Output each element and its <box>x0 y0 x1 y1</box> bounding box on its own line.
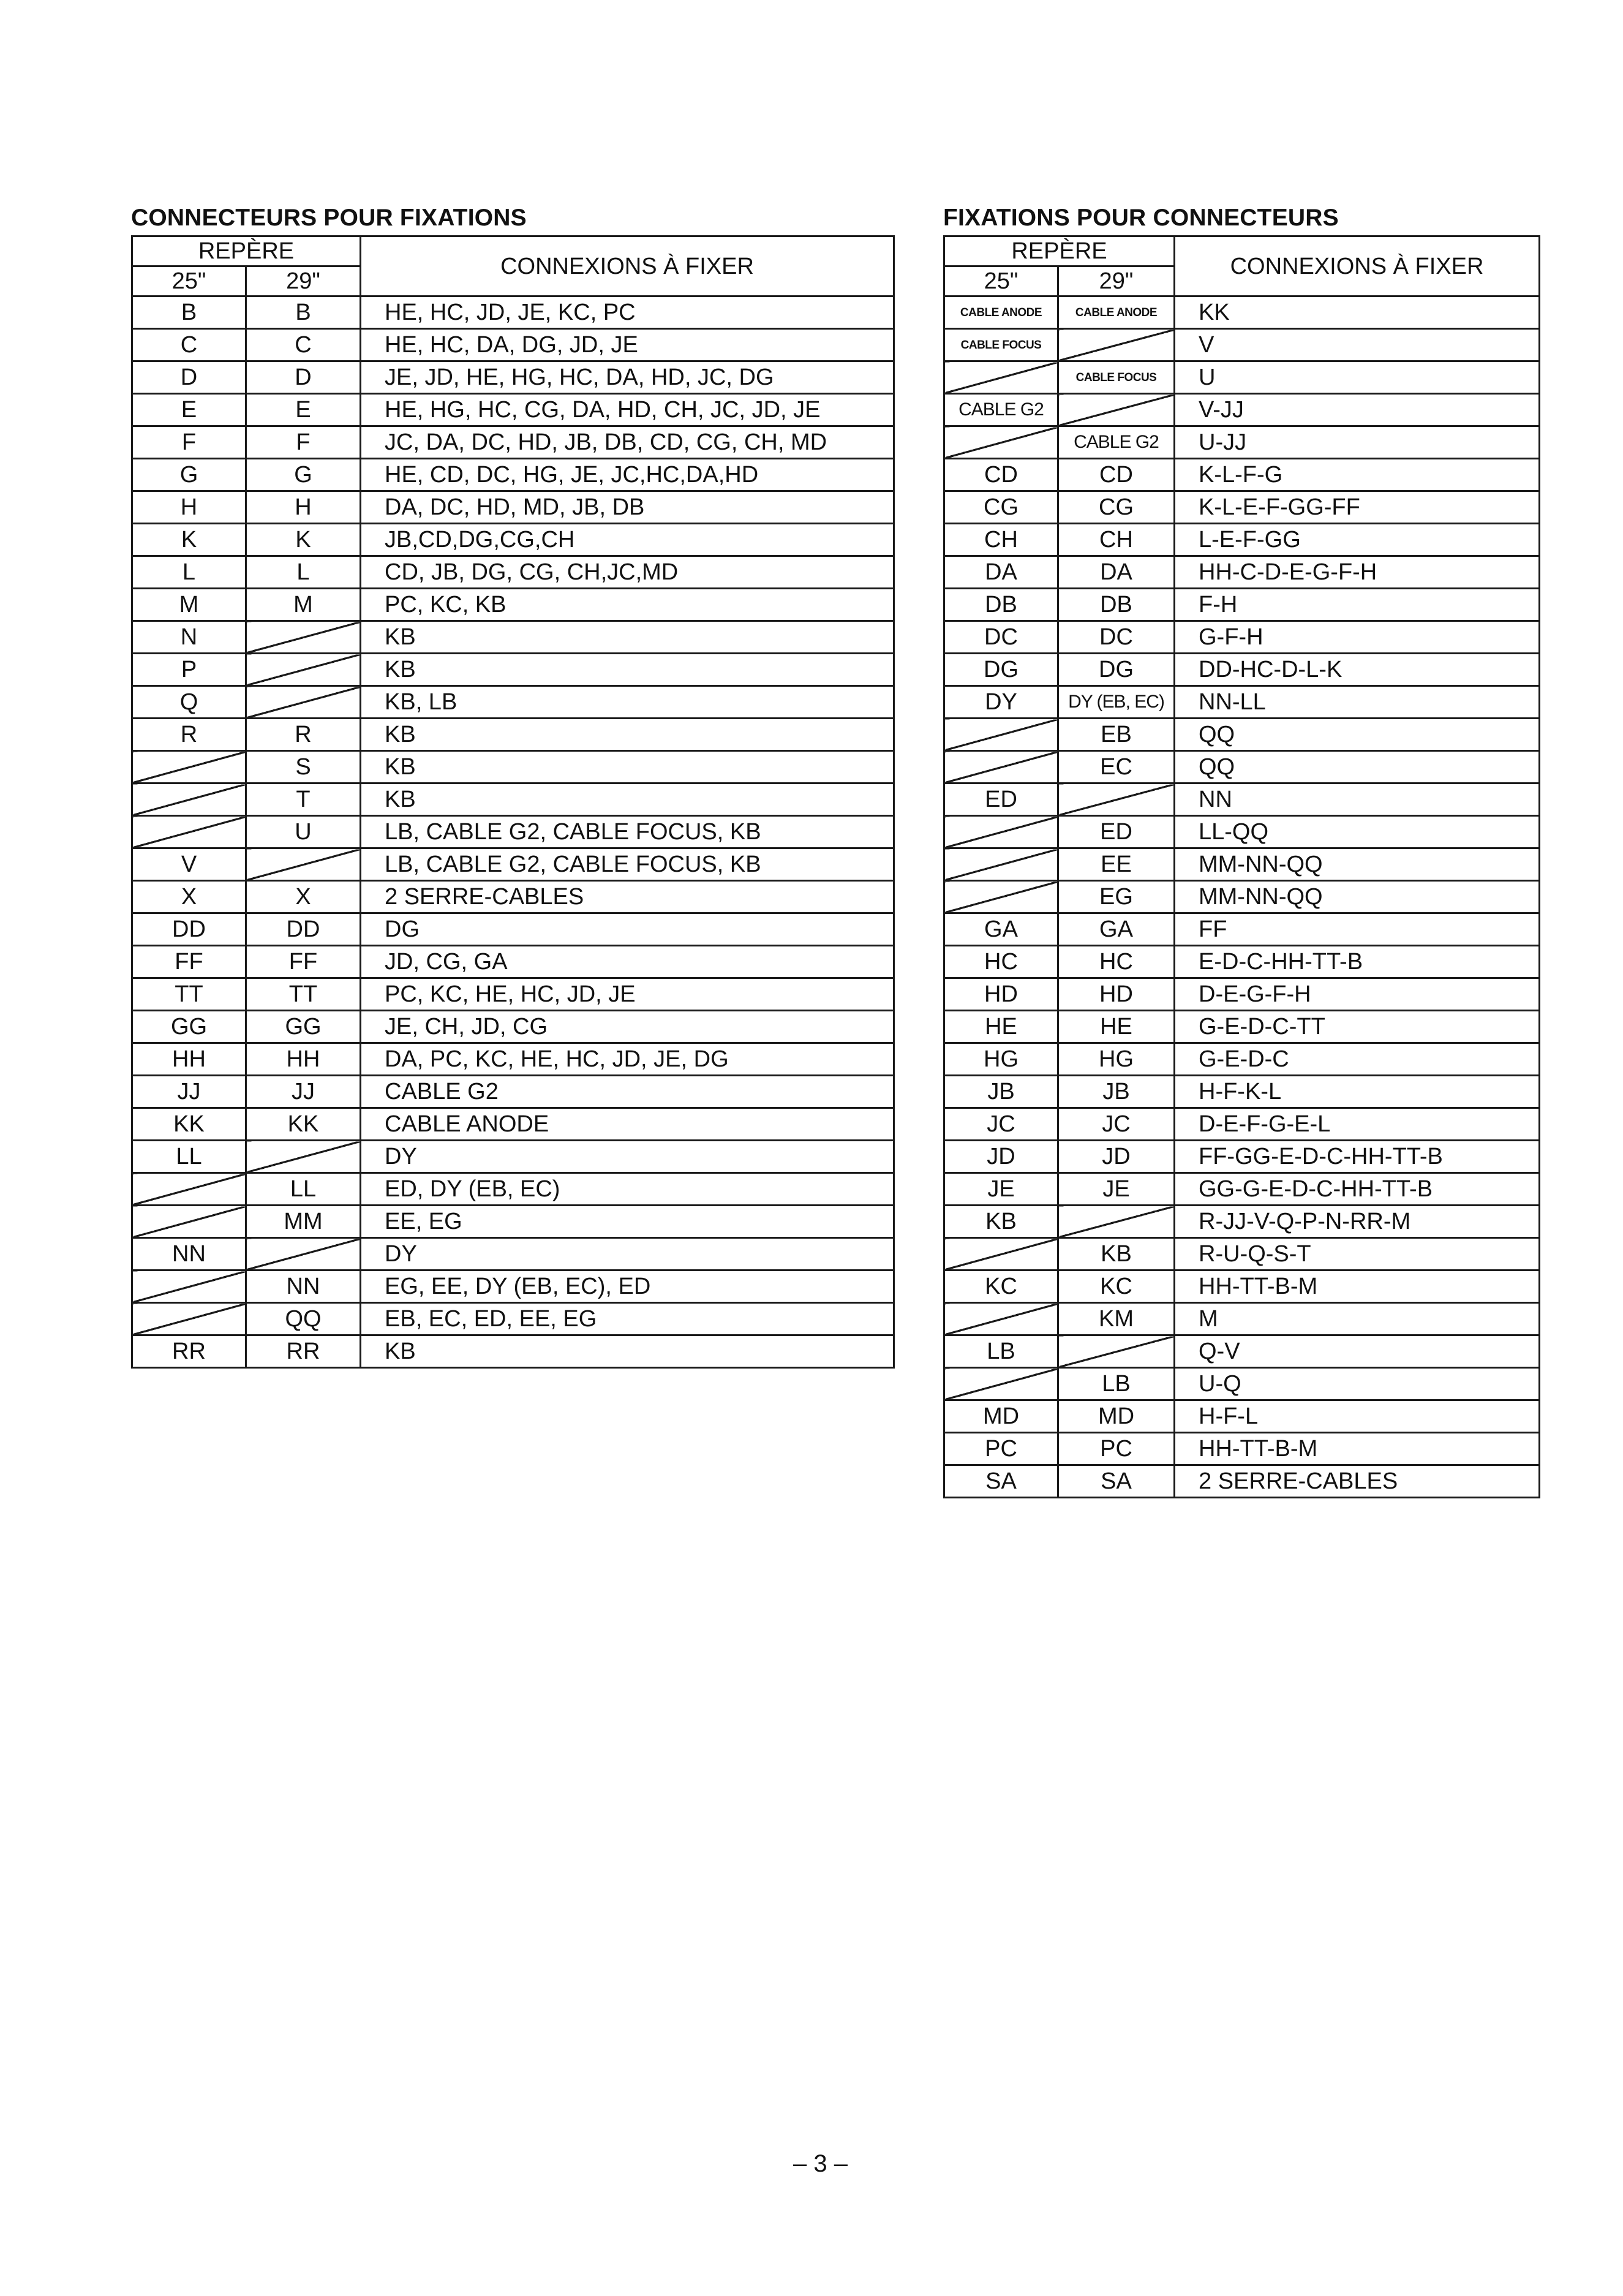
connexions-cell: KB <box>361 654 894 686</box>
table-row <box>944 296 1540 329</box>
repere-29-cell: FF <box>246 946 361 978</box>
connexions-cell: JE, JD, HE, HG, HC, DA, HD, JC, DG <box>361 361 894 394</box>
repere-29-cell: ED <box>1058 816 1175 848</box>
table-row <box>944 1238 1540 1271</box>
repere-29-cell: CABLE ANODE <box>1058 296 1175 329</box>
repere-29-cell: DB <box>1058 589 1175 621</box>
not-applicable-cell <box>944 1303 1058 1335</box>
connexions-cell: U-Q <box>1175 1368 1540 1400</box>
table-row <box>132 881 894 913</box>
repere-25-cell: G <box>132 459 246 491</box>
repere-29-cell: HC <box>1058 946 1175 978</box>
repere-29-cell: MD <box>1058 1400 1175 1433</box>
table-row <box>132 913 894 946</box>
repere-25-cell: ED <box>944 784 1058 816</box>
table-row <box>132 1011 894 1043</box>
not-applicable-cell <box>132 816 246 848</box>
connexions-cell: MM-NN-QQ <box>1175 848 1540 881</box>
repere-29-cell: KC <box>1058 1271 1175 1303</box>
repere-25-cell: Q <box>132 686 246 719</box>
repere-25-cell: M <box>132 589 246 621</box>
connexions-cell: U <box>1175 361 1540 394</box>
repere-29-cell: EG <box>1058 881 1175 913</box>
repere-25-cell: X <box>132 881 246 913</box>
connexions-cell: NN <box>1175 784 1540 816</box>
not-applicable-cell <box>132 1173 246 1206</box>
not-applicable-cell <box>944 719 1058 751</box>
repere-25-cell: SA <box>944 1465 1058 1498</box>
table-body <box>944 296 1540 1498</box>
not-applicable-cell <box>944 751 1058 784</box>
repere-29-cell: NN <box>246 1271 361 1303</box>
connexions-cell: CABLE G2 <box>361 1076 894 1108</box>
repere-29-cell: KB <box>1058 1238 1175 1271</box>
repere-25-cell: E <box>132 394 246 426</box>
repere-29-cell: EB <box>1058 719 1175 751</box>
repere-25-cell: F <box>132 426 246 459</box>
not-applicable-cell <box>944 881 1058 913</box>
connexions-cell: KB <box>361 1335 894 1368</box>
connexions-cell: LB, CABLE G2, CABLE FOCUS, KB <box>361 816 894 848</box>
connexions-cell: V-JJ <box>1175 394 1540 426</box>
repere-29-cell: DA <box>1058 556 1175 589</box>
connexions-cell: HH-C-D-E-G-F-H <box>1175 556 1540 589</box>
repere-29-cell: CD <box>1058 459 1175 491</box>
connexions-cell: V <box>1175 329 1540 361</box>
connexions-cell: FF-GG-E-D-C-HH-TT-B <box>1175 1141 1540 1173</box>
repere-29-cell: HE <box>1058 1011 1175 1043</box>
repere-25-cell: DG <box>944 654 1058 686</box>
connexions-cell: H-F-K-L <box>1175 1076 1540 1108</box>
table-row <box>132 524 894 556</box>
col-29-header: 29" <box>246 266 361 296</box>
fixations-section <box>943 205 1540 1498</box>
repere-29-cell: HG <box>1058 1043 1175 1076</box>
table-row <box>944 881 1540 913</box>
table-row <box>944 1271 1540 1303</box>
table-row <box>132 816 894 848</box>
repere-29-cell: K <box>246 524 361 556</box>
table-row <box>944 1335 1540 1368</box>
connexions-cell: G-E-D-C-TT <box>1175 1011 1540 1043</box>
repere-25-cell: CH <box>944 524 1058 556</box>
repere-29-cell: HH <box>246 1043 361 1076</box>
connexions-cell: HH-TT-B-M <box>1175 1433 1540 1465</box>
table-row <box>944 848 1540 881</box>
not-applicable-cell <box>944 426 1058 459</box>
connexions-cell: EG, EE, DY (EB, EC), ED <box>361 1271 894 1303</box>
not-applicable-cell <box>944 1238 1058 1271</box>
header-row <box>132 236 894 266</box>
repere-29-cell: KM <box>1058 1303 1175 1335</box>
table-row <box>132 1238 894 1271</box>
repere-29-cell: DG <box>1058 654 1175 686</box>
table-row <box>132 1141 894 1173</box>
col-29-header: 29" <box>1058 266 1175 296</box>
connexions-cell: JE, CH, JD, CG <box>361 1011 894 1043</box>
repere-29-cell: L <box>246 556 361 589</box>
repere-25-cell: FF <box>132 946 246 978</box>
table-row <box>132 296 894 329</box>
repere-25-cell: CG <box>944 491 1058 524</box>
connexions-cell: QQ <box>1175 719 1540 751</box>
repere-29-cell: D <box>246 361 361 394</box>
repere-29-cell: TT <box>246 978 361 1011</box>
table-row <box>132 751 894 784</box>
connexions-cell: HH-TT-B-M <box>1175 1271 1540 1303</box>
connexions-cell: H-F-L <box>1175 1400 1540 1433</box>
repere-29-cell: R <box>246 719 361 751</box>
repere-29-cell: CH <box>1058 524 1175 556</box>
connexions-cell: DA, DC, HD, MD, JB, DB <box>361 491 894 524</box>
repere-25-cell: D <box>132 361 246 394</box>
table-row <box>132 329 894 361</box>
table-row <box>944 816 1540 848</box>
connexions-cell: HE, HG, HC, CG, DA, HD, CH, JC, JD, JE <box>361 394 894 426</box>
repere-29-cell: GA <box>1058 913 1175 946</box>
table-row <box>132 686 894 719</box>
repere-29-cell: C <box>246 329 361 361</box>
repere-25-cell: CABLE ANODE <box>944 296 1058 329</box>
table-row <box>132 784 894 816</box>
repere-25-cell: LL <box>132 1141 246 1173</box>
connexions-cell: JD, CG, GA <box>361 946 894 978</box>
table-row <box>132 1335 894 1368</box>
repere-25-cell: DA <box>944 556 1058 589</box>
table-row <box>944 556 1540 589</box>
connexions-cell: DY <box>361 1238 894 1271</box>
not-applicable-cell <box>246 1141 361 1173</box>
table-row <box>944 589 1540 621</box>
table-row <box>944 459 1540 491</box>
repere-29-cell: LB <box>1058 1368 1175 1400</box>
repere-29-cell: EE <box>1058 848 1175 881</box>
page-number: – 3 – <box>793 2150 848 2177</box>
not-applicable-cell <box>944 361 1058 394</box>
connexions-cell: M <box>1175 1303 1540 1335</box>
not-applicable-cell <box>246 686 361 719</box>
table-row <box>944 1368 1540 1400</box>
not-applicable-cell <box>246 621 361 654</box>
repere-25-cell: N <box>132 621 246 654</box>
repere-25-cell: HD <box>944 978 1058 1011</box>
repere-25-cell: C <box>132 329 246 361</box>
repere-29-cell: DD <box>246 913 361 946</box>
table-row <box>944 491 1540 524</box>
repere-25-cell: RR <box>132 1335 246 1368</box>
repere-25-cell: L <box>132 556 246 589</box>
connexions-cell: PC, KC, HE, HC, JD, JE <box>361 978 894 1011</box>
connexions-cell: HE, HC, JD, JE, KC, PC <box>361 296 894 329</box>
not-applicable-cell <box>1058 784 1175 816</box>
repere-25-cell: HH <box>132 1043 246 1076</box>
repere-25-cell: KB <box>944 1206 1058 1238</box>
connecteurs-section <box>131 205 895 1369</box>
repere-29-cell: CABLE FOCUS <box>1058 361 1175 394</box>
not-applicable-cell <box>944 816 1058 848</box>
table-row <box>132 621 894 654</box>
repere-25-cell: DB <box>944 589 1058 621</box>
table-row <box>132 1206 894 1238</box>
connexions-cell: NN-LL <box>1175 686 1540 719</box>
connexions-cell: G-E-D-C <box>1175 1043 1540 1076</box>
repere-29-cell: F <box>246 426 361 459</box>
fixations-table <box>943 235 1540 1498</box>
table-row <box>132 1303 894 1335</box>
repere-29-cell: DC <box>1058 621 1175 654</box>
section-title: CONNECTEURS POUR FIXATIONS <box>131 205 527 231</box>
repere-25-cell: HG <box>944 1043 1058 1076</box>
table-row <box>944 913 1540 946</box>
repere-29-cell: LL <box>246 1173 361 1206</box>
repere-29-cell: DY (EB, EC) <box>1058 686 1175 719</box>
section-title: FIXATIONS POUR CONNECTEURS <box>943 205 1339 231</box>
repere-29-cell: EC <box>1058 751 1175 784</box>
not-applicable-cell <box>944 848 1058 881</box>
connexions-cell: K-L-E-F-GG-FF <box>1175 491 1540 524</box>
table-row <box>944 978 1540 1011</box>
table-row <box>944 654 1540 686</box>
not-applicable-cell <box>246 654 361 686</box>
not-applicable-cell <box>1058 1206 1175 1238</box>
table-row <box>132 978 894 1011</box>
connecteurs-table <box>131 235 895 1369</box>
repere-25-cell: LB <box>944 1335 1058 1368</box>
repere-29-cell: E <box>246 394 361 426</box>
connexions-cell: PC, KC, KB <box>361 589 894 621</box>
connexions-cell: ED, DY (EB, EC) <box>361 1173 894 1206</box>
repere-29-cell: S <box>246 751 361 784</box>
repere-29-cell: H <box>246 491 361 524</box>
table-row <box>944 1400 1540 1433</box>
connexions-cell: MM-NN-QQ <box>1175 881 1540 913</box>
connexions-cell: DG <box>361 913 894 946</box>
repere-25-cell: DD <box>132 913 246 946</box>
connexions-cell: 2 SERRE-CABLES <box>361 881 894 913</box>
not-applicable-cell <box>1058 394 1175 426</box>
not-applicable-cell <box>132 1271 246 1303</box>
repere-25-cell: JC <box>944 1108 1058 1141</box>
table-row <box>132 556 894 589</box>
repere-29-cell: MM <box>246 1206 361 1238</box>
repere-25-cell: P <box>132 654 246 686</box>
connexions-cell: K-L-F-G <box>1175 459 1540 491</box>
connexions-cell: R-U-Q-S-T <box>1175 1238 1540 1271</box>
connexions-cell: KB <box>361 719 894 751</box>
repere-25-cell: CABLE G2 <box>944 394 1058 426</box>
table-row <box>944 1011 1540 1043</box>
repere-29-cell: U <box>246 816 361 848</box>
repere-25-cell: R <box>132 719 246 751</box>
connexions-cell: DD-HC-D-L-K <box>1175 654 1540 686</box>
table-row <box>944 1173 1540 1206</box>
connexions-header: CONNEXIONS À FIXER <box>361 236 894 296</box>
connexions-cell: EB, EC, ED, EE, EG <box>361 1303 894 1335</box>
repere-25-cell: B <box>132 296 246 329</box>
repere-29-cell: JD <box>1058 1141 1175 1173</box>
table-body <box>132 296 894 1368</box>
table-row <box>944 621 1540 654</box>
not-applicable-cell <box>132 751 246 784</box>
connexions-cell: D-E-F-G-E-L <box>1175 1108 1540 1141</box>
connexions-cell: F-H <box>1175 589 1540 621</box>
repere-25-cell: JE <box>944 1173 1058 1206</box>
col-25-header: 25" <box>944 266 1058 296</box>
connexions-cell: D-E-G-F-H <box>1175 978 1540 1011</box>
repere-29-cell: M <box>246 589 361 621</box>
not-applicable-cell <box>944 1368 1058 1400</box>
repere-29-cell: KK <box>246 1108 361 1141</box>
repere-25-cell: JD <box>944 1141 1058 1173</box>
table-row <box>944 751 1540 784</box>
table-row <box>944 686 1540 719</box>
connexions-cell: KB <box>361 621 894 654</box>
repere-29-cell: JE <box>1058 1173 1175 1206</box>
table-row <box>944 1206 1540 1238</box>
table-row <box>132 394 894 426</box>
repere-29-cell: X <box>246 881 361 913</box>
repere-25-cell: NN <box>132 1238 246 1271</box>
repere-29-cell: CABLE G2 <box>1058 426 1175 459</box>
table-row <box>944 719 1540 751</box>
repere-25-cell: GG <box>132 1011 246 1043</box>
repere-header: REPÈRE <box>944 236 1175 266</box>
table-row <box>944 1076 1540 1108</box>
table-row <box>132 1173 894 1206</box>
table-row <box>944 1108 1540 1141</box>
header-row <box>944 236 1540 266</box>
connexions-cell: KB, LB <box>361 686 894 719</box>
repere-29-cell: B <box>246 296 361 329</box>
repere-29-cell: JJ <box>246 1076 361 1108</box>
repere-29-cell: QQ <box>246 1303 361 1335</box>
repere-25-cell: DY <box>944 686 1058 719</box>
repere-29-cell: SA <box>1058 1465 1175 1498</box>
repere-29-cell: HD <box>1058 978 1175 1011</box>
table-row <box>132 426 894 459</box>
repere-25-cell: KK <box>132 1108 246 1141</box>
table-row <box>944 1303 1540 1335</box>
repere-29-cell: GG <box>246 1011 361 1043</box>
connexions-cell: DA, PC, KC, HE, HC, JD, JE, DG <box>361 1043 894 1076</box>
not-applicable-cell <box>132 784 246 816</box>
table-row <box>132 1076 894 1108</box>
table-row <box>132 361 894 394</box>
connexions-cell: LL-QQ <box>1175 816 1540 848</box>
repere-25-cell: PC <box>944 1433 1058 1465</box>
repere-25-cell: MD <box>944 1400 1058 1433</box>
table-row <box>132 589 894 621</box>
connexions-cell: LB, CABLE G2, CABLE FOCUS, KB <box>361 848 894 881</box>
repere-25-cell: V <box>132 848 246 881</box>
connexions-cell: Q-V <box>1175 1335 1540 1368</box>
table-row <box>944 1465 1540 1498</box>
connexions-cell: FF <box>1175 913 1540 946</box>
not-applicable-cell <box>246 848 361 881</box>
repere-25-cell: JJ <box>132 1076 246 1108</box>
connexions-cell: KB <box>361 751 894 784</box>
connexions-cell: JC, DA, DC, HD, JB, DB, CD, CG, CH, MD <box>361 426 894 459</box>
table-row <box>944 361 1540 394</box>
connexions-cell: EE, EG <box>361 1206 894 1238</box>
connexions-cell: JB,CD,DG,CG,CH <box>361 524 894 556</box>
repere-29-cell: JC <box>1058 1108 1175 1141</box>
table-row <box>132 1043 894 1076</box>
table-row <box>944 1043 1540 1076</box>
not-applicable-cell <box>1058 329 1175 361</box>
repere-25-cell: DC <box>944 621 1058 654</box>
repere-25-cell: HE <box>944 1011 1058 1043</box>
table-row <box>132 654 894 686</box>
connexions-header: CONNEXIONS À FIXER <box>1175 236 1540 296</box>
repere-25-cell: TT <box>132 978 246 1011</box>
table-row <box>132 491 894 524</box>
table-row <box>944 946 1540 978</box>
repere-25-cell: CABLE FOCUS <box>944 329 1058 361</box>
repere-29-cell: RR <box>246 1335 361 1368</box>
table-row <box>944 329 1540 361</box>
not-applicable-cell <box>246 1238 361 1271</box>
table-row <box>944 784 1540 816</box>
connexions-cell: QQ <box>1175 751 1540 784</box>
table-row <box>944 394 1540 426</box>
connexions-cell: DY <box>361 1141 894 1173</box>
connexions-cell: L-E-F-GG <box>1175 524 1540 556</box>
connexions-cell: KK <box>1175 296 1540 329</box>
repere-25-cell: HC <box>944 946 1058 978</box>
connexions-cell: CABLE ANODE <box>361 1108 894 1141</box>
not-applicable-cell <box>132 1303 246 1335</box>
table-row <box>132 1108 894 1141</box>
table-row <box>132 719 894 751</box>
connexions-cell: G-F-H <box>1175 621 1540 654</box>
not-applicable-cell <box>132 1206 246 1238</box>
repere-header: REPÈRE <box>132 236 361 266</box>
table-row <box>132 459 894 491</box>
table-row <box>944 1141 1540 1173</box>
table-row <box>944 426 1540 459</box>
connexions-cell: HE, CD, DC, HG, JE, JC,HC,DA,HD <box>361 459 894 491</box>
repere-25-cell: JB <box>944 1076 1058 1108</box>
table-row <box>944 524 1540 556</box>
repere-29-cell: PC <box>1058 1433 1175 1465</box>
connexions-cell: E-D-C-HH-TT-B <box>1175 946 1540 978</box>
connexions-cell: R-JJ-V-Q-P-N-RR-M <box>1175 1206 1540 1238</box>
repere-25-cell: CD <box>944 459 1058 491</box>
repere-29-cell: T <box>246 784 361 816</box>
connexions-cell: CD, JB, DG, CG, CH,JC,MD <box>361 556 894 589</box>
repere-25-cell: KC <box>944 1271 1058 1303</box>
table-row <box>132 1271 894 1303</box>
table-row <box>132 848 894 881</box>
col-25-header: 25" <box>132 266 246 296</box>
connexions-cell: 2 SERRE-CABLES <box>1175 1465 1540 1498</box>
connexions-cell: GG-G-E-D-C-HH-TT-B <box>1175 1173 1540 1206</box>
not-applicable-cell <box>1058 1335 1175 1368</box>
repere-29-cell: CG <box>1058 491 1175 524</box>
connexions-cell: KB <box>361 784 894 816</box>
table-row <box>944 1433 1540 1465</box>
connexions-cell: U-JJ <box>1175 426 1540 459</box>
table-row <box>132 946 894 978</box>
repere-25-cell: K <box>132 524 246 556</box>
repere-25-cell: GA <box>944 913 1058 946</box>
connexions-cell: HE, HC, DA, DG, JD, JE <box>361 329 894 361</box>
repere-25-cell: H <box>132 491 246 524</box>
repere-29-cell: G <box>246 459 361 491</box>
repere-29-cell: JB <box>1058 1076 1175 1108</box>
